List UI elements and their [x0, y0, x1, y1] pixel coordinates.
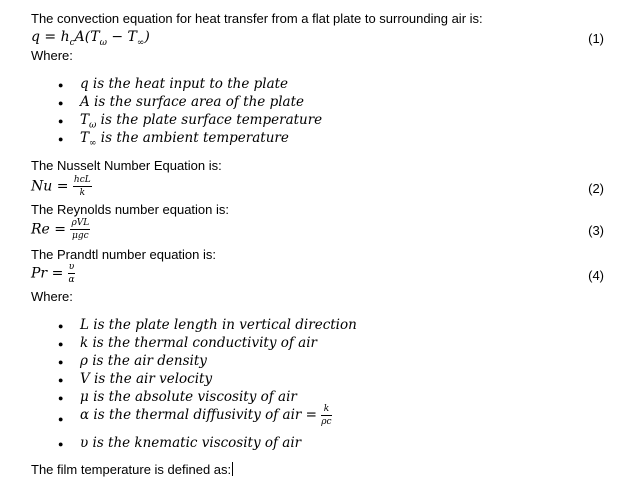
equation-4-number: (4): [588, 268, 604, 283]
list-item: q is the heat input to the plate: [80, 76, 289, 92]
eq1-sub-c: c: [69, 37, 75, 48]
list-item: L is the plate length in vertical direction: [80, 317, 357, 333]
equation-4: [31, 262, 75, 285]
bullet-icon: ●: [58, 375, 64, 385]
list-item: [80, 130, 289, 149]
list-item: k is the thermal conductivity of air: [80, 335, 317, 351]
equation-2: [31, 175, 92, 198]
eq1-sub-inf: ∞: [136, 37, 145, 48]
nusselt-heading: The Nusselt Number Equation is:: [31, 158, 222, 173]
equation-1-number: (1): [588, 31, 604, 46]
equation-1: [31, 29, 150, 48]
eq3-denominator: μgc: [72, 231, 89, 241]
film-heading-text: The film temperature is defined as:: [31, 462, 232, 477]
film-temperature-heading[interactable]: [31, 462, 233, 477]
list-item: ρ is the air density: [80, 353, 207, 369]
bullet-icon: ●: [58, 134, 64, 144]
eq1-mid: A(T: [74, 29, 100, 45]
diffusivity-numerator: k: [321, 404, 331, 416]
diffusivity-denominator: ρc: [321, 417, 332, 427]
bullet-icon: ●: [58, 116, 64, 126]
eq1-close: ): [144, 29, 150, 45]
list-item: μ is the absolute viscosity of air: [80, 389, 297, 405]
equation-3-number: (3): [588, 223, 604, 238]
eq1-minus: − T: [106, 29, 137, 45]
prandtl-heading: The Prandtl number equation is:: [31, 247, 216, 262]
eq4-fraction: [68, 262, 75, 285]
eq2-lhs: Nu =: [31, 178, 69, 195]
bullet-icon: ●: [58, 98, 64, 108]
eq1-sub-w: ω: [99, 37, 107, 48]
list-item-text: is the ambient temperature: [96, 130, 289, 146]
equation-3: [31, 218, 90, 241]
equation-2-number: (2): [588, 181, 604, 196]
eq2-denominator: k: [79, 188, 86, 198]
list-item-sub: ω: [89, 120, 97, 131]
bullet-icon: ●: [58, 439, 64, 449]
bullet-icon: ●: [58, 80, 64, 90]
list-item-symbol: T: [80, 130, 90, 146]
bullet-icon: ●: [58, 357, 64, 367]
where-label-2: Where:: [31, 289, 73, 304]
bullet-icon: ●: [58, 393, 64, 403]
list-item: υ is the knematic viscosity of air: [80, 435, 302, 451]
list-item: [80, 404, 332, 427]
intro-paragraph: The convection equation for heat transfer from a flat plate to surrounding air is:: [31, 11, 483, 26]
eq4-denominator: α: [68, 275, 75, 285]
eq3-fraction: [70, 218, 90, 241]
bullet-icon: ●: [58, 414, 64, 424]
eq4-lhs: Pr =: [31, 265, 64, 282]
diffusivity-fraction: [321, 404, 331, 427]
list-item: [80, 112, 322, 131]
eq4-numerator: υ: [68, 262, 75, 272]
list-item: A is the surface area of the plate: [80, 94, 305, 110]
eq1-lhs: q = h: [31, 29, 70, 45]
list-item-sub: ∞: [89, 138, 97, 149]
reynolds-heading: The Reynolds number equation is:: [31, 202, 230, 217]
list-item-symbol: T: [80, 112, 90, 128]
where-label-1: Where:: [31, 48, 73, 63]
list-item-text: α is the thermal diffusivity of air =: [80, 407, 317, 423]
eq2-numerator: hcL: [73, 175, 91, 185]
eq3-lhs: Re =: [31, 221, 67, 238]
list-item-text: is the plate surface temperature: [96, 112, 323, 128]
bullet-icon: ●: [58, 339, 64, 349]
list-item: V is the air velocity: [80, 371, 213, 387]
eq3-numerator: ρVL: [71, 218, 90, 228]
bullet-icon: ●: [58, 321, 64, 331]
eq2-fraction: [73, 175, 92, 198]
text-cursor: [232, 462, 233, 476]
